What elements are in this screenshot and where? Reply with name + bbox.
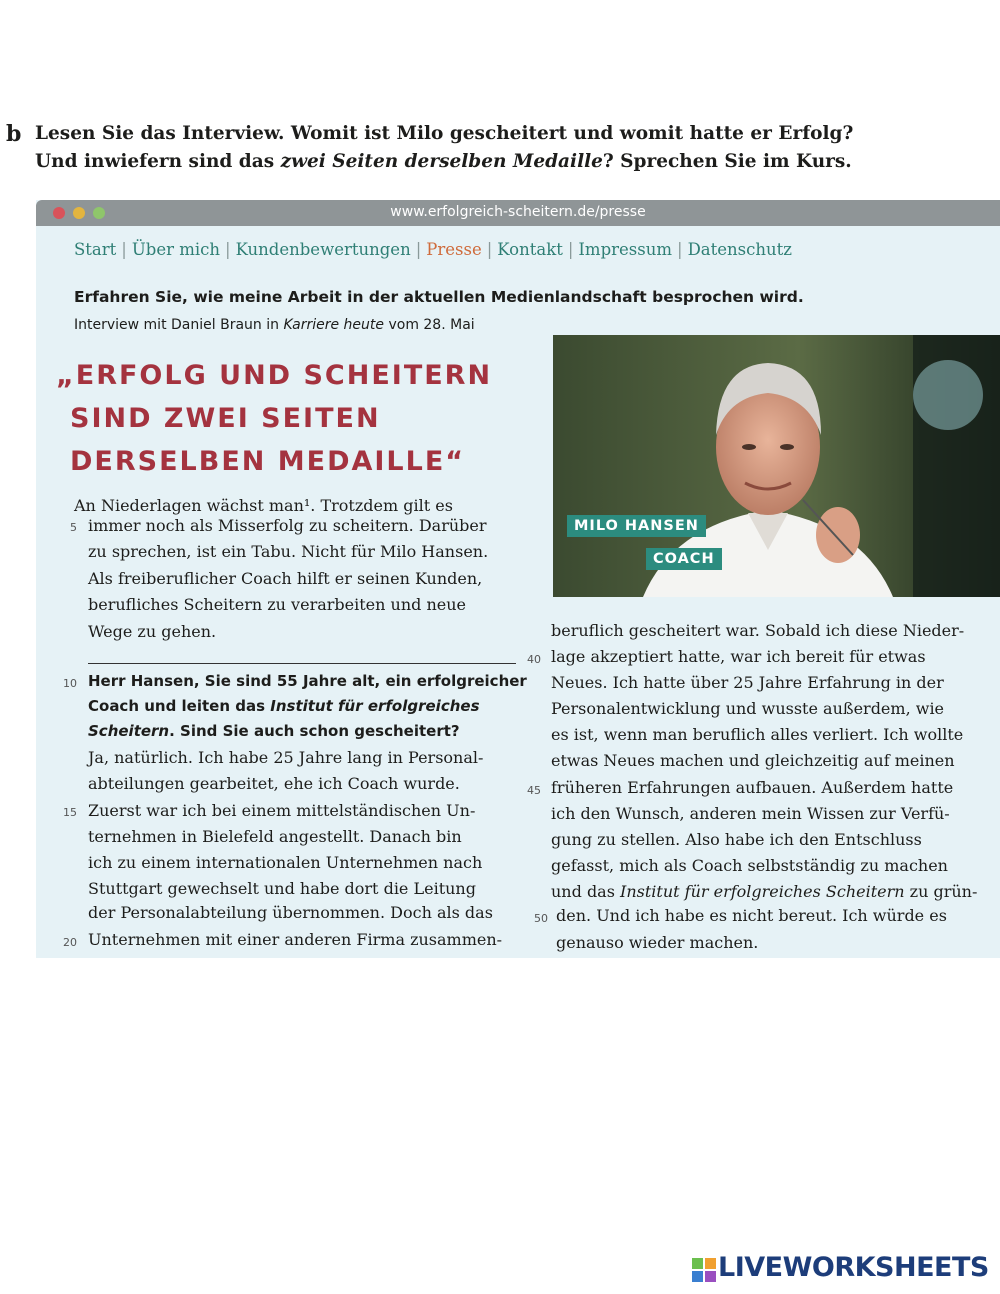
line-number: 10 (63, 677, 77, 690)
address-bar-url[interactable]: www.erfolgreich-scheitern.de/presse (390, 204, 646, 220)
browser-titlebar (36, 200, 1000, 226)
answer-line: Personalentwicklung und wusste außerdem, wie (551, 699, 945, 718)
answer-line: beruflich gescheitert war. Sobald ich diese Nieder- (551, 621, 965, 640)
nav-item-start[interactable]: Start (74, 240, 117, 259)
answer-line: es ist, wenn man beruflich alles verliert. Ich wollte (551, 725, 964, 744)
nav-item-kontakt[interactable]: Kontakt (497, 240, 563, 259)
line-number: 20 (63, 936, 77, 949)
site-navigation: Start | Über mich | Kundenbewertungen | Presse | Kontakt | Impressum | Datenschutz (74, 240, 792, 259)
task-letter: b (6, 121, 22, 147)
divider (88, 663, 516, 664)
answer-line: gung zu stellen. Also habe ich den Entschluss (551, 830, 922, 849)
press-intro: Erfahren Sie, wie meine Arbeit in der aktuellen Medienlandschaft besprochen wird. (74, 288, 804, 306)
answer-line: etwas Neues machen und gleichzeitig auf meinen (551, 751, 955, 770)
task-question-line-1: Lesen Sie das Interview. Womit ist Milo gescheitert und womit hatte er Erfolg? (35, 123, 854, 144)
photo-role-tag: COACH (646, 548, 722, 570)
line-number: 45 (527, 784, 541, 797)
headline-line-2: SIND ZWEI SEITEN (70, 403, 381, 434)
headline-line-3: DERSELBEN MEDAILLE“ (70, 446, 466, 477)
answer-line: abteilungen gearbeitet, ehe ich Coach wurde. (88, 774, 460, 793)
answer-line: der Personalabteilung übernommen. Doch als das (88, 903, 493, 922)
question-line: Scheitern. Sind Sie auch schon gescheitert? (88, 722, 460, 740)
portrait-illustration (553, 335, 1000, 597)
interview-source: Interview mit Daniel Braun in Karriere heute vom 28. Mai (74, 317, 475, 333)
page-edge (0, 518, 16, 958)
article-headline (56, 354, 492, 483)
nav-item-datenschutz[interactable]: Datenschutz (687, 240, 792, 259)
nav-item-presse[interactable]: Presse (426, 240, 482, 259)
answer-line: Stuttgart gewechselt und habe dort die Leitung (88, 879, 476, 898)
line-number: 15 (63, 806, 77, 819)
line-number: 5 (70, 521, 77, 534)
answer-line: früheren Erfahrungen aufbauen. Außerdem hatte (551, 778, 954, 797)
line-number: 50 (534, 912, 548, 925)
answer-line: lage akzeptiert hatte, war ich bereit für etwas (551, 647, 926, 666)
nav-item-impressum[interactable]: Impressum (578, 240, 672, 259)
answer-line: und das Institut für erfolgreiches Scheitern zu grün- (551, 882, 978, 901)
answer-line: gefasst, mich als Coach selbstständig zu machen (551, 856, 948, 875)
question-line: Coach und leiten das Institut für erfolgreiches (88, 697, 480, 715)
portrait-photo (553, 335, 1000, 597)
nav-item-kundenbewertungen[interactable]: Kundenbewertungen (235, 240, 411, 259)
logo-text: LIVEWORKSHEETS (718, 1252, 989, 1283)
lead-line: Als freiberuflicher Coach hilft er seinen Kunden, (88, 569, 483, 588)
answer-line: Unternehmen mit einer anderen Firma zusammen- (88, 930, 503, 949)
line-number: 40 (527, 653, 541, 666)
answer-line: Zuerst war ich bei einem mittelständischen Un- (88, 801, 476, 820)
lead-line: berufliches Scheitern zu verarbeiten und neue (88, 595, 466, 614)
task-question-line-2: Und inwiefern sind das zwei Seiten derselben Medaille? Sprechen Sie im Kurs. (35, 151, 852, 172)
answer-line: den. Und ich habe es nicht bereut. Ich würde es (556, 906, 947, 925)
lead-line: immer noch als Misserfolg zu scheitern. Darüber (88, 516, 487, 535)
photo-name-tag: MILO HANSEN (567, 515, 706, 537)
lead-line: zu sprechen, ist ein Tabu. Nicht für Milo Hansen. (88, 542, 489, 561)
liveworksheets-icon (692, 1258, 716, 1282)
answer-line: ich zu einem internationalen Unternehmen nach (88, 853, 483, 872)
answer-line: Ja, natürlich. Ich habe 25 Jahre lang in Personal- (88, 748, 484, 767)
answer-line: ich den Wunsch, anderen mein Wissen zur Verfü- (551, 804, 950, 823)
headline-line-1: „ERFOLG UND SCHEITERN (56, 360, 493, 391)
answer-line: ternehmen in Bielefeld angestellt. Danach bin (88, 827, 462, 846)
lead-line: An Niederlagen wächst man¹. Trotzdem gilt es (74, 496, 453, 515)
answer-line: genauso wieder machen. (556, 933, 759, 952)
nav-item-ueber-mich[interactable]: Über mich (131, 240, 221, 259)
question-line: Herr Hansen, Sie sind 55 Jahre alt, ein erfolgreicher (88, 672, 527, 690)
answer-line: Neues. Ich hatte über 25 Jahre Erfahrung in der (551, 673, 944, 692)
lead-line: Wege zu gehen. (88, 622, 217, 641)
